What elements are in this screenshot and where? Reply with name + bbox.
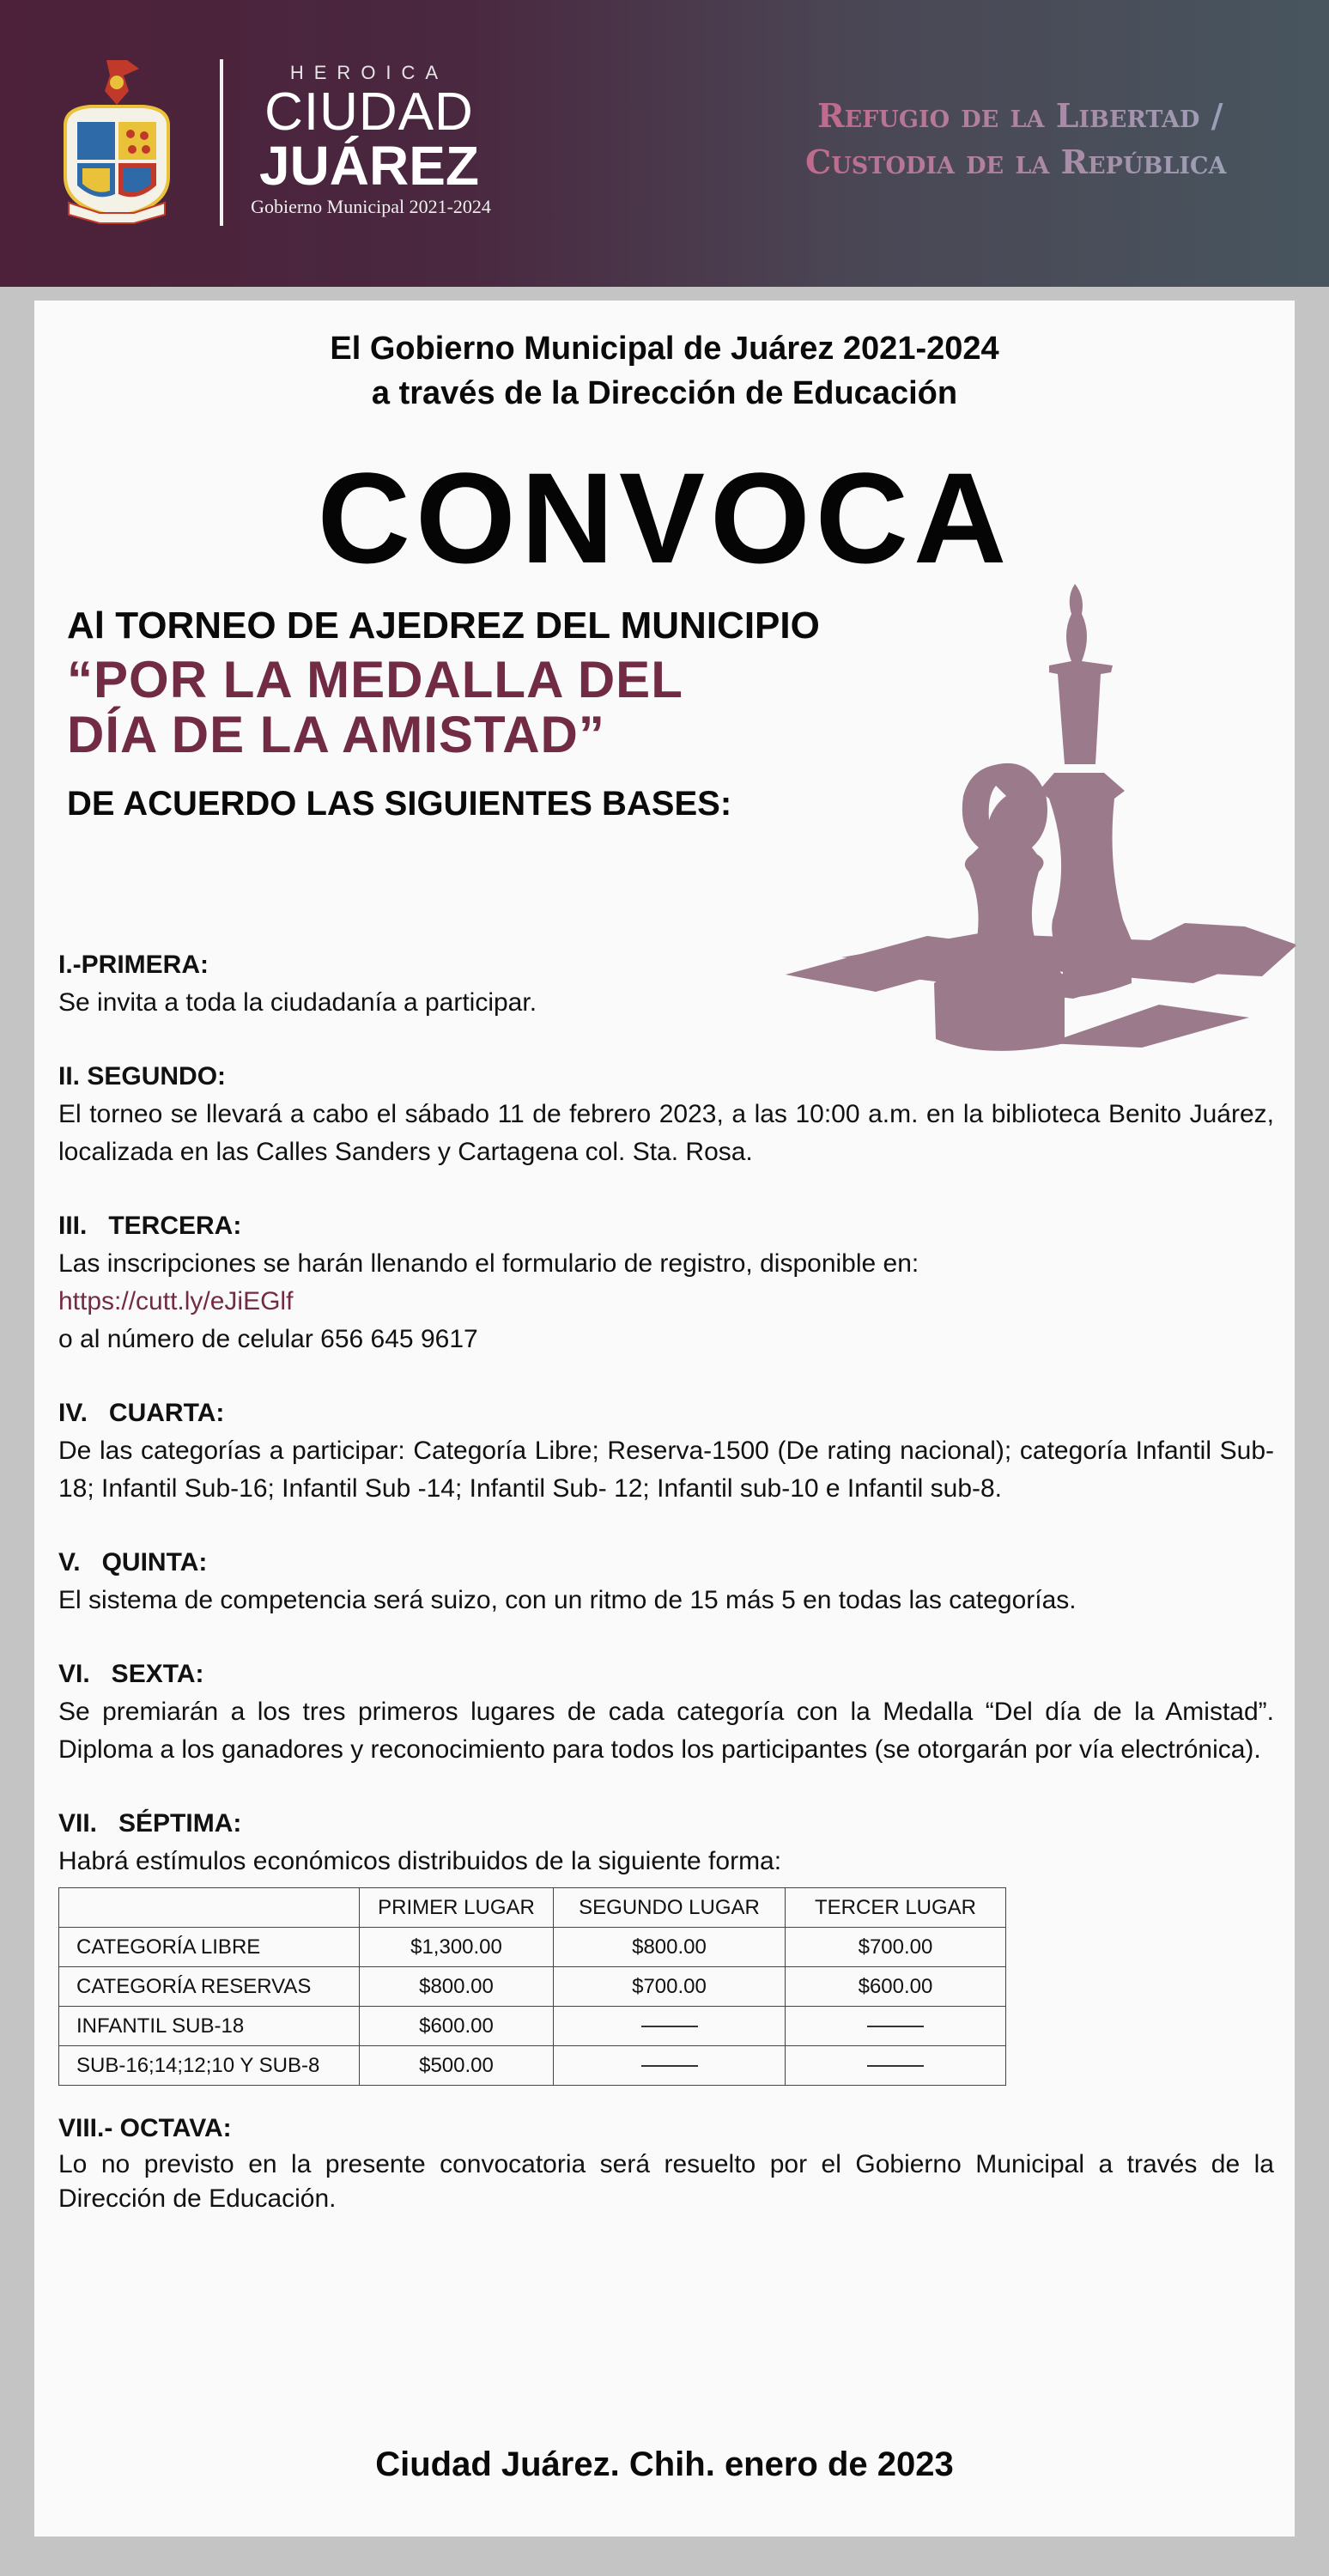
section-quinta	[58, 1544, 1274, 1619]
section-title: V. QUINTA:	[58, 1548, 208, 1577]
section-body: Lo no previsto en la presente convocatoria será resuelto por el Gobierno Municipal a través de la Dirección de Educación.	[58, 2150, 1274, 2213]
table-header-cell: PRIMER LUGAR	[360, 1888, 554, 1928]
header-banner	[0, 0, 1329, 287]
table-cell-category: INFANTIL SUB-18	[59, 2007, 360, 2046]
logo-ciudad: CIUDAD	[264, 82, 474, 142]
section-body: Las inscripciones se harán llenando el formulario de registro, disponible en:	[58, 1249, 919, 1278]
section-sexta	[58, 1656, 1274, 1769]
table-cell-category: CATEGORÍA LIBRE	[59, 1928, 360, 1967]
section-tercera	[58, 1207, 1274, 1358]
table-cell-value: $600.00	[360, 2007, 554, 2046]
logo-gobierno-municipal: Gobierno Municipal 2021-2024	[251, 196, 491, 217]
table-row	[59, 1967, 1006, 2007]
dash-line	[641, 2065, 698, 2067]
section-body: Se invita a toda la ciudadanía a participar.	[58, 988, 537, 1017]
section-title: VI. SEXTA:	[58, 1660, 204, 1688]
table-row	[59, 2007, 1006, 2046]
medal-title-line-1: “POR LA MEDALLA DEL	[67, 651, 683, 708]
section-body: El sistema de competencia será suizo, con un ritmo de 15 más 5 en todas las categorías.	[58, 1586, 1077, 1614]
table-cell-category: SUB-16;14;12;10 Y SUB-8	[59, 2046, 360, 2086]
table-header-cell	[59, 1888, 360, 1928]
intro-line-1: El Gobierno Municipal de Juárez 2021-2024	[330, 331, 999, 367]
dash-line	[867, 2026, 924, 2027]
logo-heroica: HEROICA	[289, 62, 449, 83]
table-header-row	[59, 1888, 1006, 1928]
table-cell-value: $800.00	[554, 1928, 786, 1967]
tournament-title: Al TORNEO DE AJEDREZ DEL MUNICIPIO	[67, 605, 820, 647]
section-body: Se premiarán a los tres primeros lugares de cada categoría con la Medalla “Del día de la Amistad”. Diploma a los ganadores y reconocimiento para todos los participantes (se otorgarán por vía electrónica).	[58, 1698, 1274, 1764]
section-body: De las categorías a participar: Categoría Libre; Reserva-1500 (De rating nacional); categoría Infantil Sub-18; Infantil Sub-16; Infantil Sub -14; Infantil Sub- 12; Infantil sub-10 e Infantil sub-8.	[58, 1437, 1274, 1503]
table-cell-empty	[554, 2007, 786, 2046]
section-cuarta	[58, 1394, 1274, 1508]
phone-number-text: o al número de celular 656 645 9617	[58, 1325, 478, 1353]
section-title: IV. CUARTA:	[58, 1399, 225, 1427]
place-and-date: Ciudad Juárez. Chih. enero de 2023	[375, 2445, 954, 2483]
table-cell-value: $1,300.00	[360, 1928, 554, 1967]
table-cell-value: $700.00	[786, 1928, 1006, 1967]
intro-heading	[34, 326, 1295, 416]
section-body: Habrá estímulos económicos distribuidos de la siguiente forma:	[58, 1847, 782, 1875]
table-header-cell: TERCER LUGAR	[786, 1888, 1006, 1928]
table-cell-empty	[786, 2046, 1006, 2086]
dash-line	[641, 2026, 698, 2027]
section-segundo	[58, 1058, 1274, 1171]
section-septima	[58, 1805, 1274, 2086]
table-cell-empty	[786, 2007, 1006, 2046]
section-octava	[58, 2110, 1274, 2216]
medal-title	[67, 653, 683, 762]
section-title: VIII.- OCTAVA:	[58, 2114, 232, 2142]
section-title: II. SEGUNDO:	[58, 1062, 227, 1091]
table-cell-category: CATEGORÍA RESERVAS	[59, 1967, 360, 2007]
table-cell-value: $700.00	[554, 1967, 786, 2007]
section-title: III. TERCERA:	[58, 1212, 242, 1240]
table-header-cell: SEGUNDO LUGAR	[554, 1888, 786, 1928]
medal-title-line-2: DÍA DE LA AMISTAD”	[67, 706, 605, 763]
registration-form-link[interactable]: https://cutt.ly/eJiEGlf	[58, 1287, 294, 1315]
section-title: I.-PRIMERA:	[58, 951, 209, 979]
logo-juarez: JUÁREZ	[258, 135, 480, 197]
motto-line-1: Refugio de la Libertad /	[817, 93, 1329, 139]
table-cell-value: $600.00	[786, 1967, 1006, 2007]
city-motto	[773, 93, 1329, 185]
intro-line-2: a través de la Dirección de Educación	[371, 375, 958, 411]
convoca-title: CONVOCA	[317, 446, 1012, 590]
city-coat-of-arms-icon	[57, 57, 177, 225]
bases-heading: DE ACUERDO LAS SIGUIENTES BASES:	[67, 785, 732, 823]
table-row	[59, 1928, 1006, 1967]
dash-line	[867, 2065, 924, 2067]
announcement-card	[34, 301, 1295, 2537]
section-body: El torneo se llevará a cabo el sábado 11 de febrero 2023, a las 10:00 a.m. en la biblioteca Benito Juárez, localizada en las Calles Sanders y Cartagena col. Sta. Rosa.	[58, 1100, 1274, 1166]
motto-line-2: Custodia de la República	[805, 139, 1329, 185]
table-row	[59, 2046, 1006, 2086]
section-primera	[58, 946, 1274, 1022]
header-divider	[220, 59, 223, 226]
table-cell-value: $500.00	[360, 2046, 554, 2086]
section-title: VII. SÉPTIMA:	[58, 1809, 242, 1838]
table-cell-value: $800.00	[360, 1967, 554, 2007]
bases-list	[58, 946, 1274, 2252]
prize-table	[58, 1887, 1006, 2086]
table-cell-empty	[554, 2046, 786, 2086]
